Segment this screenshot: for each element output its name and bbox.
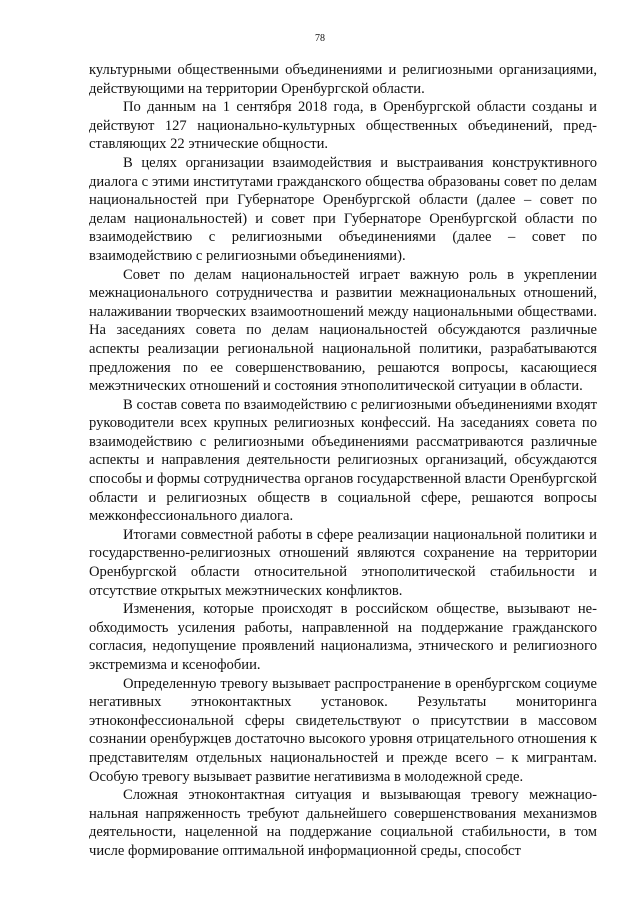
paragraph-1-continuation: культурными общественными объединениями и религиозными организациями, действующими на территории Оренбургской области.	[89, 62, 597, 97]
paragraph-5: В состав совета по взаимодействию с религиозными объединениями входят руководители всех крупных религиозных конфессий. На заседаниях совета по взаимодействию с религиозными объединениями рассматриваются различные аспекты и направления деятельности религиозных организаций, обсуждаются способы и формы сотрудничества органов государственной власти Оренбургской области и религиозных обществ в социальной сфере, решаются вопросы межконфессионального диалога.	[89, 396, 597, 525]
paragraph-9: Сложная этноконтактная ситуация и вызывающая тревогу межнациональная напряженность требуют дальнейшего совершенствования механизмов деятельности, нацеленной на поддержание социальной стабильности, в том числе формирование оптимальной информационной среды, способст	[89, 787, 597, 859]
paragraph-4: Совет по делам национальностей играет важную роль в укреплении межнационального сотрудничества и развитии межнациональных отношений, налаживании творческих взаимоотношений между национальными обществами. На заседаниях совета по делам национальностей обсуждаются различные аспекты реализации региональной национальной политики, разрабатываются предложения по ее совершенствованию, решаются вопросы, касающиеся межэтнических отношений и состояния этнополитической ситуации в области.	[89, 266, 597, 395]
paragraph-3: В целях организации взаимодействия и выстраивания конструктивного диалога с этими институтами гражданского общества образованы совет по делам национальностей при Губернаторе Оренбургской области (далее – совет по делам национальностей) и совет при Губернаторе Оренбургской области по взаимодействию с религиозными объединениями (далее – совет по взаимодействию с религиозными объединениями).	[89, 154, 597, 264]
paragraph-7: Изменения, которые происходят в российском обществе, вызывают необходимость усиления работы, направленной на поддержание гражданского согласия, недопущение проявлений национализма, этнического и религиозного экстремизма и ксенофобии.	[89, 601, 597, 673]
body-text	[89, 61, 597, 861]
paragraph-6: Итогами совместной работы в сфере реализации национальной политики и государственно-религиозных отношений являются сохранение на территории Оренбургской области относительной этнополитической стабильности и отсутствие открытых межэтнических конфликтов.	[89, 526, 597, 599]
paragraph-8: Определенную тревогу вызывает распространение в оренбургском социуме негативных этноконтактных установок. Результаты мониторинга этноконфессиональной сферы свидетельствуют о присутствии в массовом сознании оренбуржцев достаточно высокого уровня отрицательного отношения к представителям отдельных национальностей и прежде всего – к мигрантам. Особую тревогу вызывает развитие негативизма в молодежной среде.	[89, 675, 597, 785]
paragraph-2: По данным на 1 сентября 2018 года, в Оренбургской области созданы и действуют 127 национально-культурных общественных объединений, представляющих 22 этнические общности.	[89, 99, 597, 153]
page-number: 78	[315, 33, 325, 44]
